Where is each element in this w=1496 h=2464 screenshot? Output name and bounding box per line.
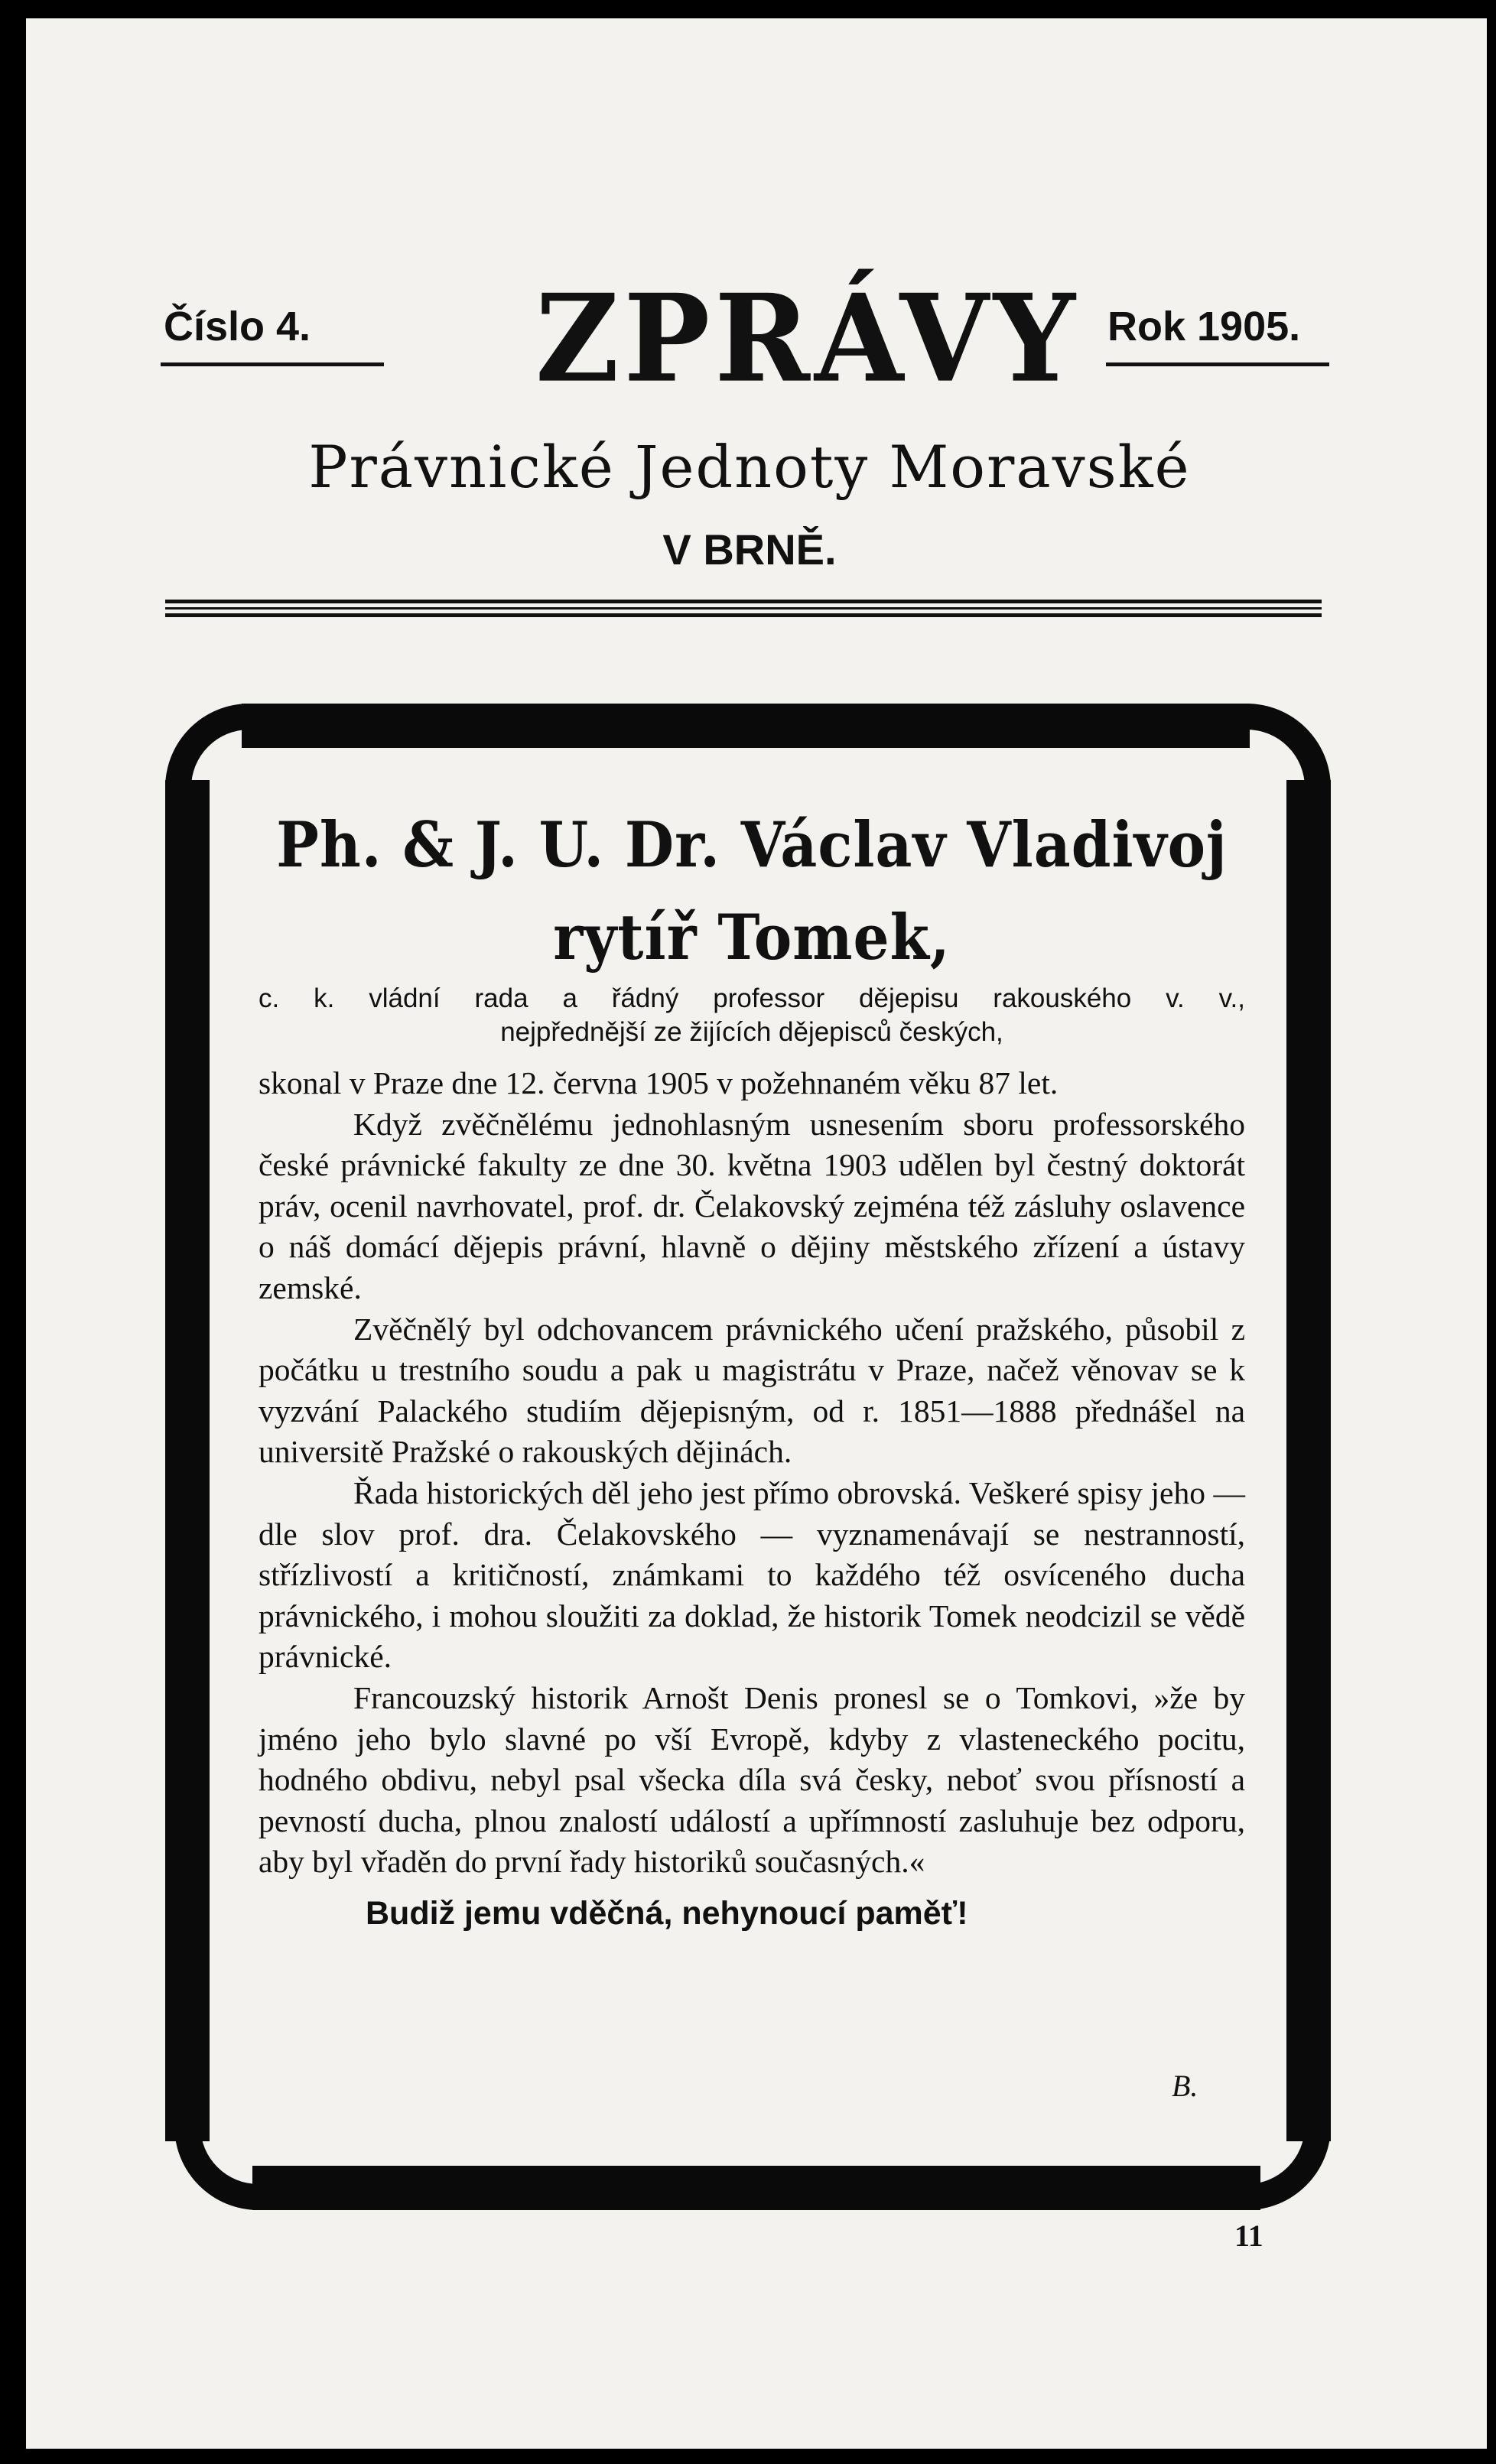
year: Rok 1905. [1107,304,1301,349]
obituary-paragraph-works: Řada historických děl jeho jest přímo obrovská. Veškeré spisy jeho — dle slov prof. dra. Čelakovského — vyznamenávají se nestranností, střízlivostí a kritičností, známkami to každého též osvíceného ducha právnického, i mohou sloužiti za doklad, že historik Tomek neodcizil se vědě právnické. [259,1474,1245,1675]
farewell-line: Budiž jemu vděčná, nehynoucí paměť! [366,1894,968,1932]
year-underline [1106,362,1329,366]
obituary-paragraph-death: skonal v Praze dne 12. června 1905 v požehnaném věku 87 let. [259,1065,1059,1100]
deceased-titles-line2: nejpřednější ze žijících dějepisců českých, [500,1017,1003,1047]
issue-underline [161,362,384,366]
obituary-paragraph-denis-quote: Francouzský historik Arnošt Denis pronesl se o Tomkovi, »že by jméno jeho bylo slavné po vší Evropě, kdyby z vlasteneckého pocitu, hodného obdivu, nebyl psal všecka díla svá česky, neboť svou přísností a pevností ducha, plnou znalostí událostí a upřímností zasluhuje bez odporu, aby byl vřaděn do první řady historiků současných.« [259,1679,1245,1880]
author-initial: B. [1172,2069,1198,2103]
header-rule-top [165,600,1322,603]
masthead-title: ZPRÁVY [535,268,1080,410]
header-rule-middle [165,607,1322,609]
obituary-paragraph-career: Zvěčnělý byl odchovancem právnického učení pražského, působil z počátku u trestního soudu a pak u magistrátu v Praze, načež věnovav se k vyzvání Palackého studiím dějepisným, od r. 1851—1888 přednášel na universitě Pražské o rakouských dějinách. [259,1311,1245,1470]
page-number: 11 [1234,2219,1263,2253]
obituary-body [259,808,1245,1934]
frame-left-bar [165,780,210,2141]
deceased-titles-line1: c. k. vládní rada a řádný professor dějepisu rakouského v. v., [259,983,1245,1013]
issue-number: Číslo 4. [164,304,311,349]
frame-top-bar [242,704,1250,748]
deceased-name: Ph. & J. U. Dr. Václav Vladivoj rytíř Tomek, [276,809,1228,974]
header-rule-bottom [165,613,1322,617]
publication-city: V BRNĚ. [662,525,837,574]
frame-bottom-bar [252,2166,1260,2210]
obituary-paragraph-doctorate: Když zvěčnělému jednohlasným usnesením sboru professorského české právnické fakulty ze dne 30. května 1903 udělen byl čestný doktorát práv, ocenil navrhovatel, prof. dr. Čelakovský zejména též zásluhy oslavence o náš domácí dějepis právní, hlavně o dějiny městského zřízení a ústavy zemské. [259,1106,1245,1305]
publication-subtitle: Právnické Jednoty Moravské [308,433,1191,501]
frame-right-bar [1286,780,1331,2141]
